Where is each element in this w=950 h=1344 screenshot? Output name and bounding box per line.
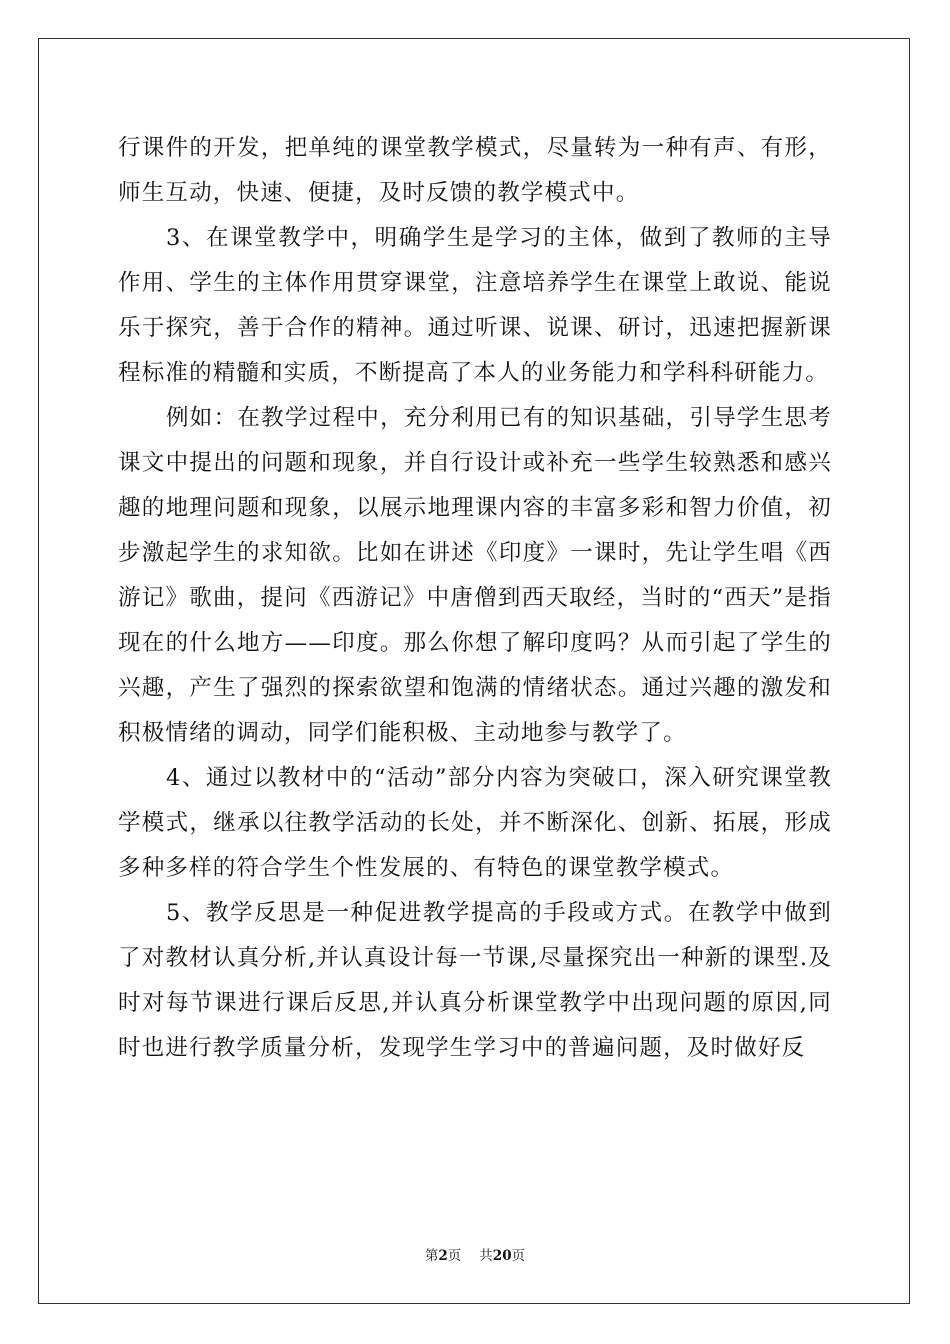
page-total-number: 20 [492,1248,512,1264]
document-body [118,126,832,1071]
paragraph-4: 4、通过以教材中的“活动”部分内容为突破口，深入研究课堂教学模式，继承以往教学活动的长处，并不断深化、创新、拓展，形成多种多样的符合学生个性发展的、有特色的课堂教学模式。 [118,765,832,881]
paragraph-2: 3、在课堂教学中，明确学生是学习的主体，做到了教师的主导作用、学生的主体作用贯穿课堂，注意培养学生在课堂上敢说、能说乐于探究，善于合作的精神。通过听课、说课、研讨，迅速把握新课程标准的精髓和实质，不断提高了本人的业务能力和学科科研能力。 [118,225,832,386]
page-current-number: 2 [438,1248,448,1264]
paragraph-1: 行课件的开发，把单纯的课堂教学模式，尽量转为一种有声、有形，师生互动，快速、便捷，及时反馈的教学模式中。 [118,135,832,206]
total-unit: 页 [511,1248,526,1264]
page-footer [0,1247,950,1265]
paragraph-3: 例如：在教学过程中，充分利用已有的知识基础，引导学生思考课文中提出的问题和现象，并自行设计或补充一些学生较熟悉和感兴趣的地理问题和现象，以展示地理课内容的丰富多彩和智力价值，初步激起学生的求知欲。比如在讲述《印度》一课时，先让学生唱《西游记》歌曲，提问《西游记》中唐僧到西天取经，当时的“西天”是指现在的什么地方——印度。那么你想了解印度吗？从而引起了学生的兴趣，产生了强烈的探索欲望和饱满的情绪状态。通过兴趣的激发和积极情绪的调动，同学们能积极、主动地参与教学了。 [118,405,832,746]
page-unit: 页 [447,1248,462,1264]
page-prefix: 第 [424,1248,439,1264]
paragraph-5: 5、教学反思是一种促进教学提高的手段或方式。在教学中做到了对教材认真分析,并认真设计每一节课,尽量探究出一种新的课型.及时对每节课进行课后反思,并认真分析课堂教学中出现问题的原因,同时也进行教学质量分析，发现学生学习中的普遍问题，及时做好反 [118,900,832,1061]
total-prefix: 共 [479,1248,493,1264]
